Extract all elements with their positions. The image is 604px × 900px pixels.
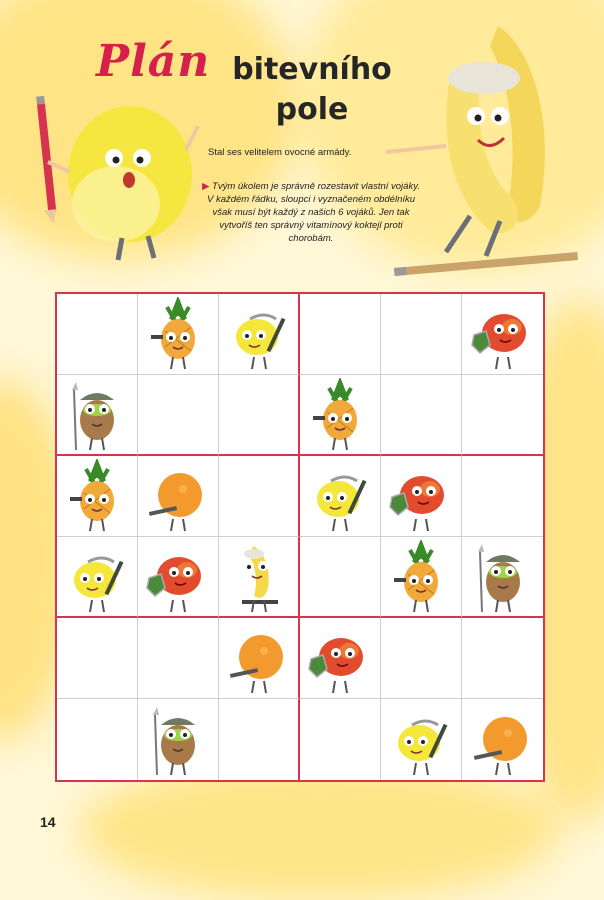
grid-cell-r6-c2 (138, 699, 219, 780)
lemon-soldier-icon (305, 459, 375, 533)
grid-cell-r6-c1[interactable] (57, 699, 138, 780)
pineapple-soldier-icon (305, 378, 375, 452)
intro-text: Stal ses velitelem ovocné armády. (208, 147, 352, 158)
grid-cell-r4-c5 (381, 537, 462, 618)
pineapple-soldier-icon (143, 297, 213, 371)
kiwi-soldier-icon (143, 703, 213, 777)
apple-soldier-icon (143, 540, 213, 614)
grid-cell-r5-c1[interactable] (57, 618, 138, 699)
lemon-soldier-icon (386, 703, 456, 777)
grid-cell-r2-c1 (57, 375, 138, 456)
grid-cell-r2-c6[interactable] (462, 375, 543, 456)
task-text: Tvým úkolem je správně rozestavit vlastní vojáky. V každém řádku, sloupci i vyznačeném obdélníku však musí být každý z našich 6 vojáků. Jen tak vytvoříš ten správný vitamínový koktejl proti chorobám. (206, 181, 420, 244)
grid-cell-r1-c1[interactable] (57, 294, 138, 375)
grid-cell-r2-c5[interactable] (381, 375, 462, 456)
apple-soldier-icon (305, 621, 375, 695)
grid-cell-r3-c5 (381, 456, 462, 537)
kiwi-soldier-icon (62, 378, 132, 452)
grid-cell-r6-c6 (462, 699, 543, 780)
apple-soldier-icon (468, 297, 538, 371)
grid-cell-r5-c4 (300, 618, 381, 699)
grid-cell-r1-c3 (219, 294, 300, 375)
lemon-soldier-icon (224, 297, 294, 371)
grid-cell-r1-c5[interactable] (381, 294, 462, 375)
grid-cell-r4-c6 (462, 537, 543, 618)
lemon-soldier-illustration (30, 92, 200, 272)
grid-cell-r4-c2 (138, 537, 219, 618)
grid-cell-r2-c4 (300, 375, 381, 456)
title-plan: Plán (96, 36, 211, 87)
orange-soldier-icon (143, 459, 213, 533)
grid-cell-r1-c6 (462, 294, 543, 375)
grid-cell-r6-c3[interactable] (219, 699, 300, 780)
grid-cell-r6-c5 (381, 699, 462, 780)
grid-cell-r5-c2[interactable] (138, 618, 219, 699)
apple-soldier-icon (386, 459, 456, 533)
grid-cell-r4-c4[interactable] (300, 537, 381, 618)
title-word-pole: pole (275, 92, 349, 127)
pineapple-soldier-icon (386, 540, 456, 614)
lemon-soldier-icon (62, 540, 132, 614)
page-number: 14 (40, 814, 56, 830)
orange-soldier-icon (468, 703, 538, 777)
grid-cell-r1-c4[interactable] (300, 294, 381, 375)
grid-cell-r5-c6[interactable] (462, 618, 543, 699)
title-subtitle (212, 50, 412, 130)
title-word-bitevniho: bitevního (232, 52, 392, 87)
grid-cell-r3-c1 (57, 456, 138, 537)
grid-cell-r3-c4 (300, 456, 381, 537)
grid-cell-r2-c3[interactable] (219, 375, 300, 456)
grid-cell-r6-c4[interactable] (300, 699, 381, 780)
grid-cell-r4-c3 (219, 537, 300, 618)
pineapple-soldier-icon (62, 459, 132, 533)
play-arrow-icon: ▶ (202, 181, 213, 192)
grid-cell-r5-c3 (219, 618, 300, 699)
grid-cell-r3-c3[interactable] (219, 456, 300, 537)
grid-cell-r3-c2 (138, 456, 219, 537)
grid-cell-r1-c2 (138, 294, 219, 375)
kiwi-soldier-icon (468, 540, 538, 614)
banana-soldier-icon (224, 540, 294, 614)
grid-cell-r5-c5[interactable] (381, 618, 462, 699)
grid-cell-r2-c2[interactable] (138, 375, 219, 456)
orange-soldier-icon (224, 621, 294, 695)
task-instructions (198, 180, 424, 245)
sudoku-grid (57, 294, 543, 780)
grid-cell-r4-c1 (57, 537, 138, 618)
grid-cell-r3-c6[interactable] (462, 456, 543, 537)
